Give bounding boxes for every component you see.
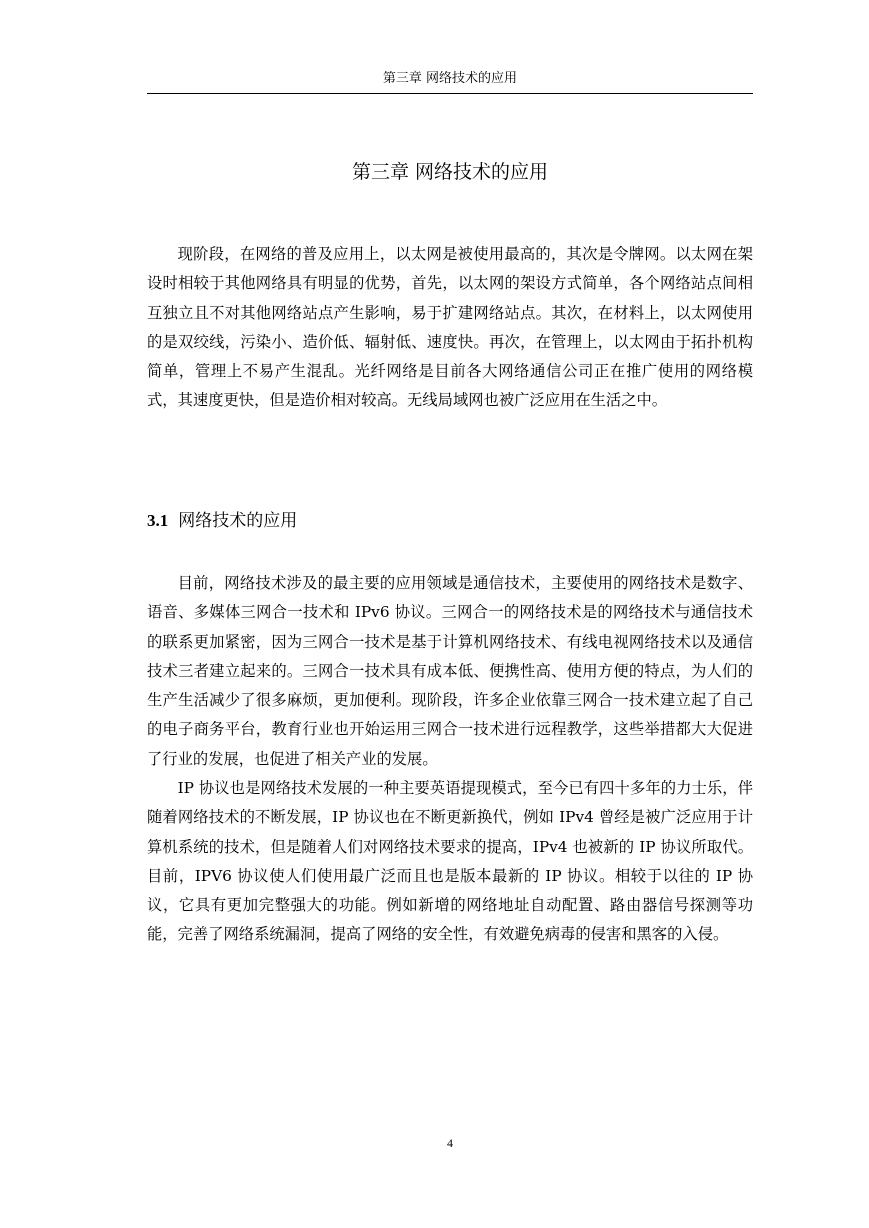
section-heading <box>147 508 297 534</box>
section-paragraph-2: IP 协议也是网络技术发展的一种主要英语提现模式，至今已有四十多年的力士乐，伴随着网络技术的不断发展，IP 协议也在不断更新换代，例如 IPv4 曾经是被广泛应用于计算机系统的技术，但是随着人们对网络技术要求的提高，IPv4 也被新的 IP 协议所取代。目前，IPV6 协议使人们使用最广泛而且也是版本最新的 IP 协议。相较于以往的 IP 协议，它具有更加完整强大的功能。例如新增的网络地址自动配置、路由器信号探测等功能，完善了网络系统漏洞，提高了网络的安全性，有效避免病毒的侵害和黑客的入侵。 <box>147 779 753 944</box>
header-rule <box>147 93 753 94</box>
section-title: 网络技术的应用 <box>178 511 298 531</box>
section-number: 3.1 <box>147 511 169 530</box>
section-paragraph-1: 目前，网络技术涉及的最主要的应用领域是通信技术，主要使用的网络技术是数字、语音、多媒体三网合一技术和 IPv6 协议。三网合一的网络技术是的网络技术与通信技术的联系更加紧密，因为三网合一技术是基于计算机网络技术、有线电视网络技术以及通信技术三者建立起来的。三网合一技术具有成本低、便携性高、使用方便的特点，为人们的生产生活减少了很多麻烦，更加便利。现阶段，许多企业依靠三网合一技术建立起了自己的电子商务平台，教育行业也开始运用三网合一技术进行远程教学，这些举措都大大促进了行业的发展，也促进了相关产业的发展。 <box>147 574 753 768</box>
page-number: 4 <box>447 1136 453 1150</box>
running-header: 第三章 网络技术的应用 <box>382 71 518 86</box>
intro-paragraph: 现阶段，在网络的普及应用上，以太网是被使用最高的，其次是令牌网。以太网在架设时相较于其他网络具有明显的优势，首先，以太网的架设方式简单，各个网络站点间相互独立且不对其他网络站点产生影响，易于扩建网络站点。其次，在材料上，以太网使用的是双绞线，污染小、造价低、辐射低、速度快。再次，在管理上，以太网由于拓扑机构简单，管理上不易产生混乱。光纤网络是目前各大网络通信公司正在推广使用的网络模式，其速度更快，但是造价相对较高。无线局域网也被广泛应用在生活之中。 <box>147 245 753 410</box>
chapter-title: 第三章 网络技术的应用 <box>351 161 549 183</box>
